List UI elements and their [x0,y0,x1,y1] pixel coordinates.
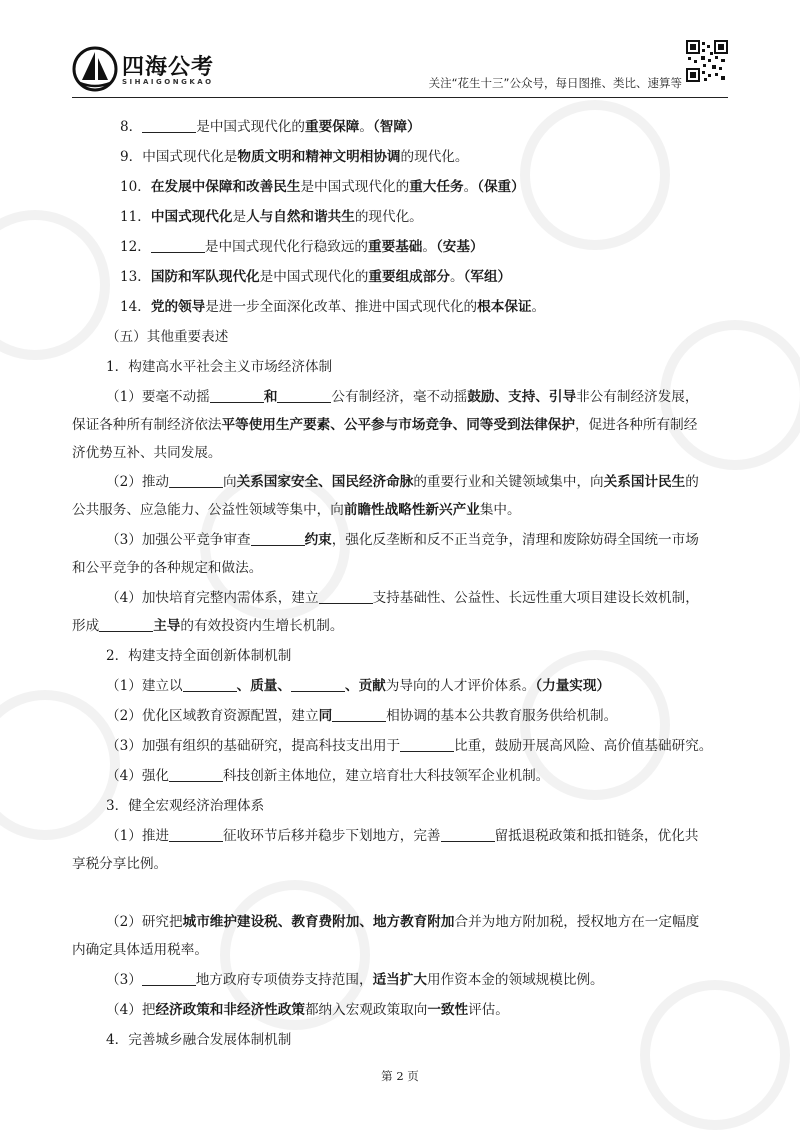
s1-para-3-line-2: 和公平竞争的各种规定和做法。 [72,560,263,576]
s1-para-3-line-1: （3）加强公平竞争审查 约束，强化反垄断和反不正当竞争，清理和废除妨碍全国统一市场 [106,532,699,548]
brand-name: 四海公考 [122,55,215,80]
fill-blank [210,388,264,403]
watermark-circle [520,100,670,250]
item-12: 12． 是中国式现代化行稳致远的重要基础。（安基） [120,239,484,255]
subsection-2-title: 2．构建支持全面创新体制机制 [106,648,292,664]
s2-para-3: （3）加强有组织的基础研究，提高科技支出用于 比重，鼓励开展高风险、高价值基础研究。 [106,738,713,754]
item-9: 9．中国式现代化是物质文明和精神文明相协调的现代化。 [120,149,469,165]
item-14: 14．党的领导是进一步全面深化改革、推进中国式现代化的根本保证。 [120,299,546,315]
fill-blank [169,827,223,842]
s3-para-2-line-2: 内确定具体适用税率。 [72,942,208,958]
fill-blank [169,473,223,488]
s1-para-1-line-1: （1）要毫不动摇 和 公有制经济，毫不动摇鼓励、支持、引导非公有制经济发展， [106,389,699,405]
item-10: 10．在发展中保障和改善民生是中国式现代化的重大任务。（保重） [120,179,525,195]
s2-para-2: （2）优化区域教育资源配置，建立同 相协调的基本公共教育服务供给机制。 [106,708,618,724]
subsection-3-title: 3．健全宏观经济治理体系 [106,798,265,814]
sailboat-logo-icon [72,46,118,92]
s3-para-3: （3） 地方政府专项债券支持范围，适当扩大用作资本金的领域规模比例。 [106,972,604,988]
s3-para-4: （4）把经济政策和非经济性政策都纳入宏观政策取向一致性评估。 [106,1002,509,1018]
s3-para-1-line-2: 享税分享比例。 [72,856,168,872]
fill-blank [151,238,205,253]
subsection-1-title: 1．构建高水平社会主义市场经济体制 [106,359,333,375]
s1-para-1-line-2: 保证各种所有制经济依法平等使用生产要素、公平参与市场竞争、同等受到法律保护，促进各种所有制经 [72,417,698,433]
s2-para-4: （4）强化 科技创新主体地位，建立培育壮大科技领军企业机制。 [106,768,550,784]
watermark-circle [640,980,790,1130]
fill-blank [142,971,196,986]
s1-para-4-line-1: （4）加快培育完整内需体系，建立 支持基础性、公益性、长远性重大项目建设长效机制， [106,590,699,606]
fill-blank [441,827,495,842]
fill-blank [291,677,345,692]
item-11: 11．中国式现代化是人与自然和谐共生的现代化。 [120,209,423,225]
brand-subtitle: SIHAIGONGKAO [122,78,214,86]
page-number: 第 2 页 [381,1069,419,1083]
item-13: 13．国防和军队现代化是中国式现代化的重要组成部分。（军组） [120,269,512,285]
s1-para-4-line-2: 形成 主导的有效投资内生增长机制。 [72,618,344,634]
promo-text: 关注“花生十三”公众号，每日图推、类比、速算等 [428,76,682,90]
fill-blank [169,767,223,782]
s3-para-2-line-1: （2）研究把城市维护建设税、教育费附加、地方教育附加合并为地方附加税，授权地方在一定幅度 [106,914,700,930]
s3-para-1-line-1: （1）推进 征收环节后移并稳步下划地方，完善 留抵退税政策和抵扣链条，优化共 [106,828,699,844]
fill-blank [251,531,305,546]
fill-blank [277,388,331,403]
fill-blank [319,589,373,604]
fill-blank [99,617,153,632]
s1-para-1-line-3: 济优势互补、共同发展。 [72,445,222,461]
fill-blank [400,737,454,752]
fill-blank [183,677,237,692]
page-header [72,34,728,92]
section-5-heading: （五）其他重要表述 [106,329,229,345]
header-divider [72,97,728,98]
s2-para-1: （1）建立以 、质量、 、贡献为导向的人才评价体系。（力量实现） [106,678,611,694]
fill-blank [332,707,386,722]
item-8: 8． 是中国式现代化的重要保障。（智障） [120,119,421,135]
qr-code-icon [686,40,728,82]
s1-para-2-line-1: （2）推动 向关系国家安全、国民经济命脉的重要行业和关键领域集中，向关系国计民生的 [106,474,699,490]
subsection-4-title: 4．完善城乡融合发展体制机制 [106,1032,292,1048]
s1-para-2-line-2: 公共服务、应急能力、公益性领域等集中，向前瞻性战略性新兴产业集中。 [72,502,521,518]
fill-blank [142,118,196,133]
